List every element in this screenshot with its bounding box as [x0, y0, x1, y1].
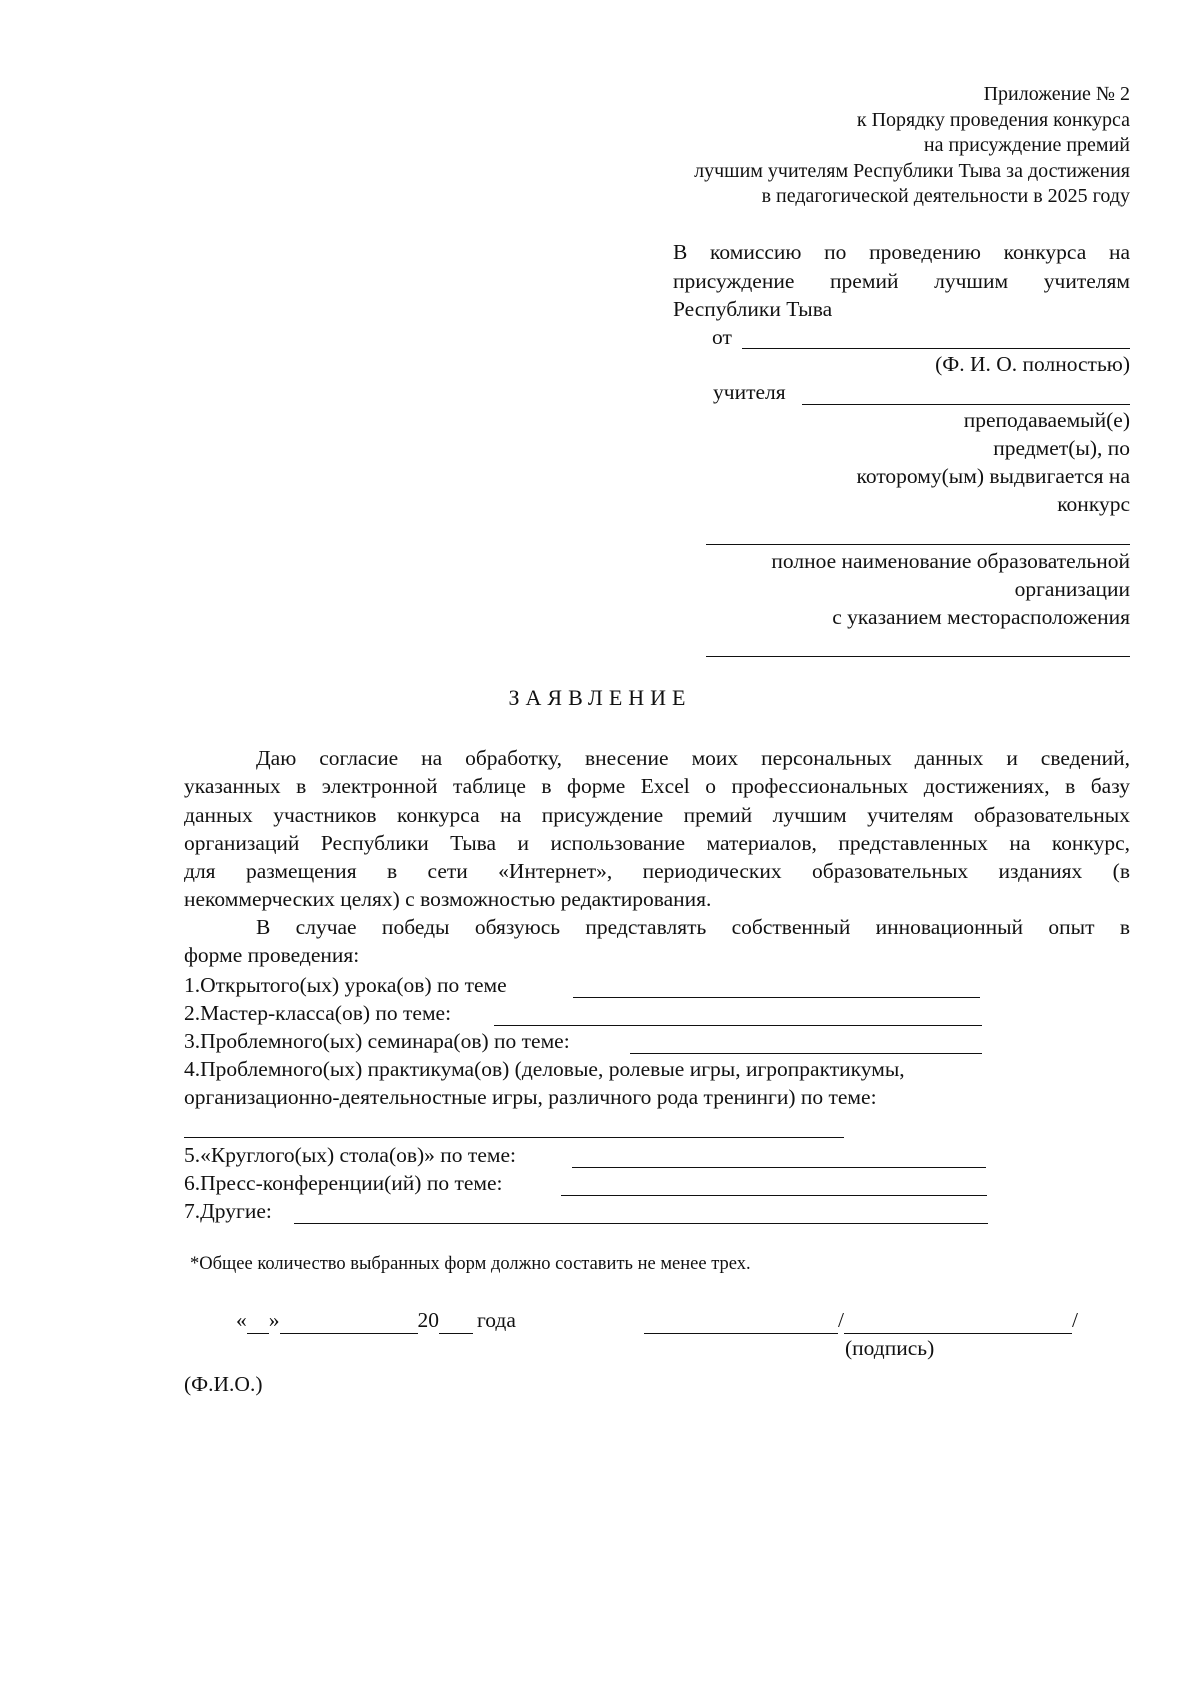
- form-item-label: 6.Пресс-конференции(ий) по теме:: [184, 1171, 503, 1195]
- form-item-press-conference: [184, 1171, 503, 1196]
- form-item-seminar: [184, 1029, 570, 1054]
- obligation-paragraph: [184, 913, 1130, 970]
- master-class-topic-line[interactable]: [494, 1025, 982, 1026]
- appendix-header: [694, 82, 1130, 210]
- signature-name-field[interactable]: [844, 1308, 1072, 1334]
- date-year-suffix: года: [477, 1308, 516, 1332]
- forms-count-note: *Общее количество выбранных форм должно составить не менее трех.: [190, 1254, 751, 1274]
- appendix-line: к Порядку проведения конкурса: [856, 108, 1130, 131]
- other-topic-line[interactable]: [294, 1223, 988, 1224]
- obligation-line: форме проведения:: [184, 943, 360, 968]
- date-row: [236, 1308, 516, 1334]
- practicum-topic-line[interactable]: [184, 1137, 844, 1138]
- signature-slash: /: [1071, 1308, 1078, 1332]
- form-item-practicum: [184, 1057, 905, 1082]
- fio-field-line[interactable]: [742, 348, 1130, 349]
- form-item-other: [184, 1199, 272, 1224]
- press-conference-topic-line[interactable]: [561, 1195, 987, 1196]
- date-year-field[interactable]: [439, 1308, 473, 1334]
- form-item-open-lesson: [184, 973, 507, 998]
- date-day-field[interactable]: [247, 1308, 269, 1334]
- form-item-label: организационно-деятельностные игры, различного рода тренинги) по теме:: [184, 1085, 877, 1109]
- round-table-topic-line[interactable]: [572, 1167, 986, 1168]
- consent-line: для размещения в сети «Интернет», периодических образовательных изданиях (в: [184, 859, 1130, 884]
- subject-hint: конкурс: [1057, 492, 1130, 516]
- teacher-label: учителя: [713, 380, 786, 404]
- form-item-label: 1.Открытого(ых) урока(ов) по теме: [184, 973, 507, 997]
- subject-hint: преподаваемый(е): [963, 408, 1130, 432]
- fio-hint: (Ф. И. О. полностью): [935, 352, 1130, 376]
- consent-line: указанных в электронной таблице в форме Excel о профессиональных достижениях, в базу: [184, 774, 1130, 799]
- form-item-master-class: [184, 1001, 451, 1026]
- obligation-line: В случае победы обязуюсь представлять собственный инновационный опыт в: [256, 915, 1130, 939]
- appendix-line: Приложение № 2: [983, 83, 1130, 105]
- signature-slash: /: [838, 1308, 844, 1332]
- subject-hint: которому(ым) выдвигается на: [856, 464, 1130, 488]
- date-month-field[interactable]: [280, 1308, 418, 1334]
- form-item-label: 4.Проблемного(ых) практикума(ов) (деловые, ролевые игры, игропрактикумы,: [184, 1057, 905, 1081]
- open-lesson-topic-line[interactable]: [573, 997, 980, 998]
- form-item-label: 7.Другие:: [184, 1199, 272, 1223]
- appendix-line: на присуждение премий: [923, 134, 1130, 156]
- org-hint: полное наименование образовательной: [771, 549, 1130, 573]
- org-hint: с указанием месторасположения: [832, 605, 1130, 629]
- signature-hint: (подпись): [845, 1336, 935, 1360]
- consent-line: некоммерческих целях) с возможностью редактирования.: [184, 887, 712, 912]
- organization-field-line[interactable]: [706, 544, 1130, 545]
- subject-hint: предмет(ы), по: [993, 436, 1130, 460]
- date-year-prefix: 20: [417, 1308, 439, 1332]
- seminar-topic-line[interactable]: [630, 1053, 982, 1054]
- date-open-quote: «: [236, 1308, 247, 1332]
- document-title: ЗАЯВЛЕНИЕ: [508, 685, 692, 710]
- fio-label: (Ф.И.О.): [184, 1372, 263, 1396]
- form-item-practicum-cont: [184, 1085, 877, 1110]
- consent-line: Даю согласие на обработку, внесение моих персональных данных и сведений,: [256, 746, 1130, 770]
- consent-paragraph: [184, 744, 1130, 914]
- location-field-line[interactable]: [706, 656, 1130, 657]
- signature-row: [644, 1308, 1078, 1334]
- form-item-label: 3.Проблемного(ых) семинара(ов) по теме:: [184, 1029, 570, 1053]
- date-close-quote: »: [268, 1308, 280, 1332]
- appendix-line: лучшим учителям Республики Тыва за достижения: [694, 159, 1130, 182]
- signature-field[interactable]: [644, 1308, 838, 1334]
- consent-line: данных участников конкурса на присуждение премий лучшим учителям образовательных: [184, 802, 1130, 827]
- from-label: от: [712, 325, 732, 349]
- form-item-round-table: [184, 1143, 516, 1168]
- teacher-field-line[interactable]: [802, 404, 1130, 405]
- appendix-line: в педагогической деятельности в 2025 году: [761, 185, 1130, 207]
- form-item-label: 2.Мастер-класса(ов) по теме:: [184, 1001, 452, 1025]
- consent-line: организаций Республики Тыва и использование материалов, представленных на конкурс,: [184, 830, 1130, 855]
- addressee-commission: В комиссию по проведению конкурса на присуждение премий лучшим учителям Республики Тыва: [673, 240, 1130, 321]
- org-hint: организации: [1014, 577, 1130, 601]
- form-item-label: 5.«Круглого(ых) стола(ов)» по теме:: [184, 1143, 516, 1167]
